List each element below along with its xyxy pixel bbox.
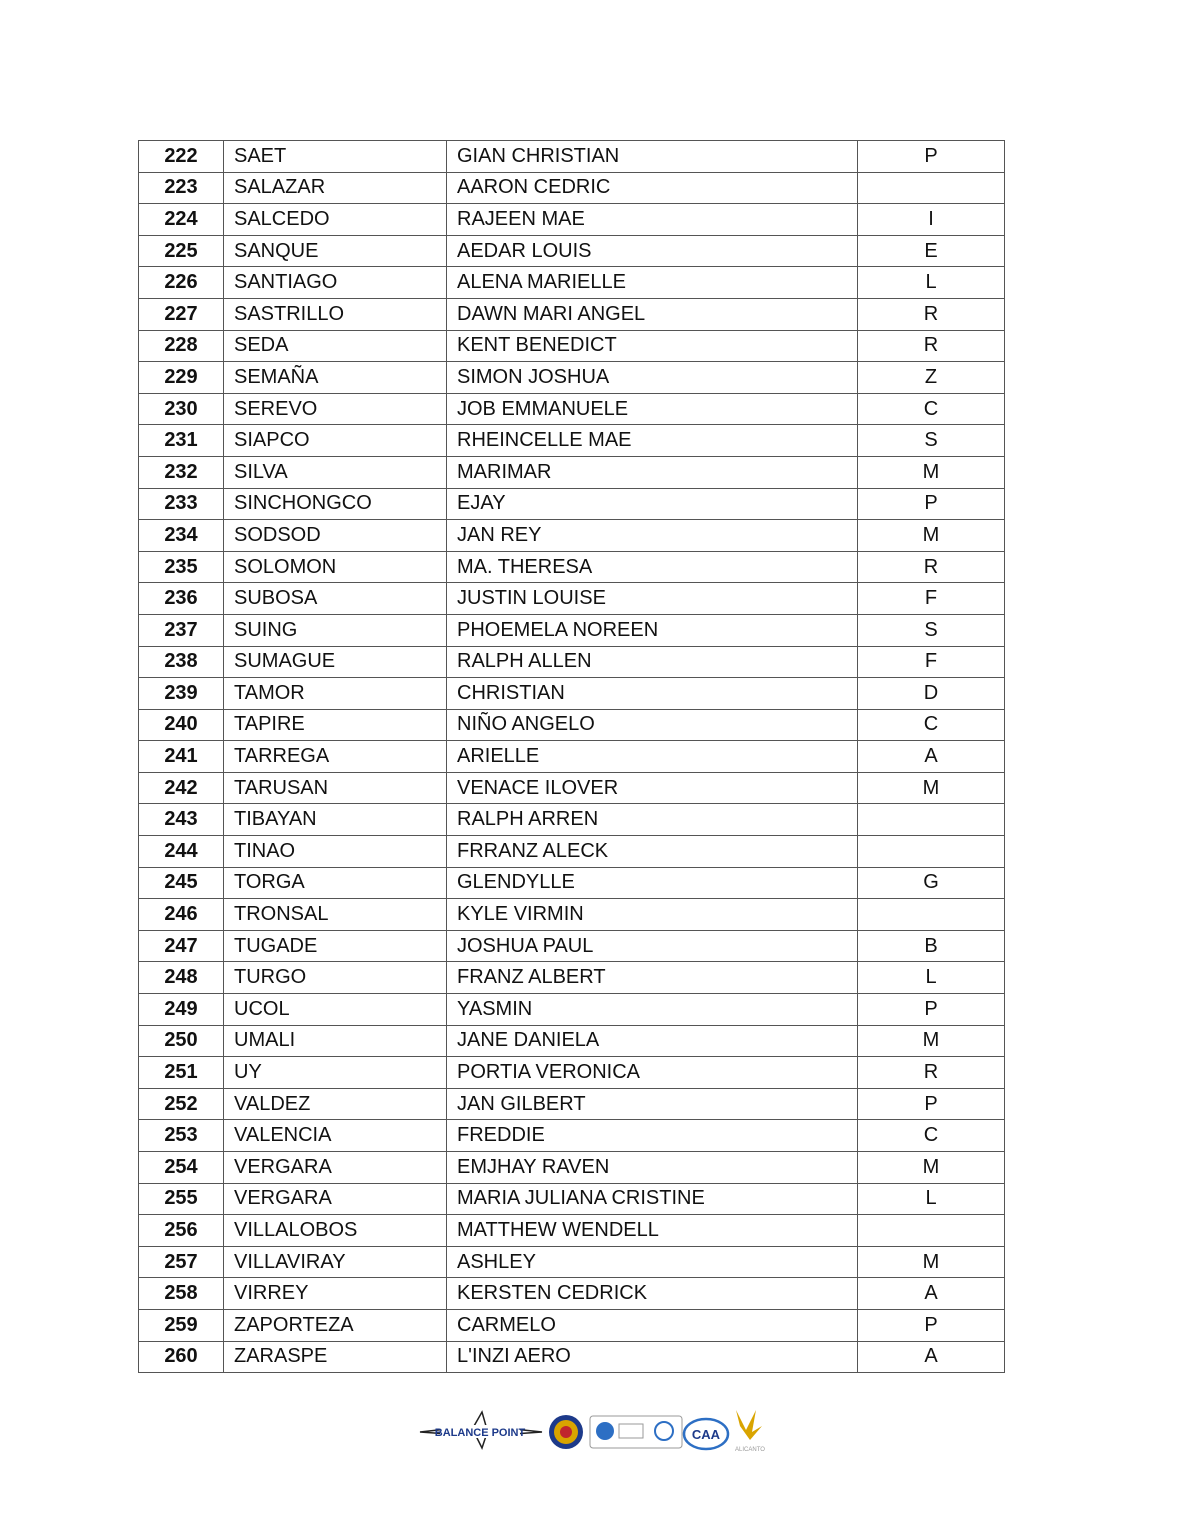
middle-initial-cell: A [858, 1341, 1005, 1373]
first-name-cell: ALENA MARIELLE [447, 267, 858, 299]
last-name-cell: TRONSAL [224, 899, 447, 931]
last-name-cell: VALDEZ [224, 1088, 447, 1120]
row-number-cell: 250 [139, 1025, 224, 1057]
table-row [139, 709, 1005, 741]
last-name-cell: TARREGA [224, 741, 447, 773]
middle-initial-cell: L [858, 267, 1005, 299]
middle-initial-cell: L [858, 962, 1005, 994]
last-name-cell: SIAPCO [224, 425, 447, 457]
middle-initial-cell: S [858, 425, 1005, 457]
middle-initial-cell: M [858, 456, 1005, 488]
middle-initial-cell: M [858, 1152, 1005, 1184]
table-row [139, 1309, 1005, 1341]
alicanto-text: ALICANTO [735, 1447, 765, 1453]
middle-initial-cell: P [858, 994, 1005, 1026]
middle-initial-cell: M [858, 1025, 1005, 1057]
table-row [139, 930, 1005, 962]
last-name-cell: SALAZAR [224, 172, 447, 204]
row-number-cell: 244 [139, 836, 224, 868]
row-number-cell: 228 [139, 330, 224, 362]
first-name-cell: EJAY [447, 488, 858, 520]
middle-initial-cell: F [858, 583, 1005, 615]
table-row [139, 298, 1005, 330]
middle-initial-cell: C [858, 1120, 1005, 1152]
first-name-cell: MARIMAR [447, 456, 858, 488]
middle-initial-cell: P [858, 1309, 1005, 1341]
first-name-cell: RAJEEN MAE [447, 204, 858, 236]
table-row [139, 804, 1005, 836]
row-number-cell: 239 [139, 678, 224, 710]
middle-initial-cell: F [858, 646, 1005, 678]
row-number-cell: 235 [139, 551, 224, 583]
last-name-cell: SEMAÑA [224, 362, 447, 394]
first-name-cell: KYLE VIRMIN [447, 899, 858, 931]
first-name-cell: NIÑO ANGELO [447, 709, 858, 741]
first-name-cell: PHOEMELA NOREEN [447, 614, 858, 646]
row-number-cell: 245 [139, 867, 224, 899]
table-row [139, 614, 1005, 646]
table-row [139, 551, 1005, 583]
middle-initial-cell: E [858, 235, 1005, 267]
last-name-cell: SANTIAGO [224, 267, 447, 299]
balance-point-logo [420, 1412, 542, 1448]
row-number-cell: 225 [139, 235, 224, 267]
last-name-cell: UY [224, 1057, 447, 1089]
last-name-cell: SILVA [224, 456, 447, 488]
row-number-cell: 248 [139, 962, 224, 994]
last-name-cell: TAPIRE [224, 709, 447, 741]
first-name-cell: RALPH ARREN [447, 804, 858, 836]
middle-initial-cell: B [858, 930, 1005, 962]
middle-initial-cell: A [858, 1278, 1005, 1310]
table-row [139, 204, 1005, 236]
table-row [139, 1278, 1005, 1310]
table-row [139, 646, 1005, 678]
middle-initial-cell: P [858, 141, 1005, 173]
row-number-cell: 249 [139, 994, 224, 1026]
last-name-cell: SODSOD [224, 520, 447, 552]
middle-initial-cell: C [858, 709, 1005, 741]
middle-initial-cell: C [858, 393, 1005, 425]
row-number-cell: 254 [139, 1152, 224, 1184]
first-name-cell: CHRISTIAN [447, 678, 858, 710]
table-row [139, 1025, 1005, 1057]
row-number-cell: 252 [139, 1088, 224, 1120]
middle-initial-cell [858, 899, 1005, 931]
middle-initial-cell: I [858, 204, 1005, 236]
last-name-cell: TIBAYAN [224, 804, 447, 836]
middle-initial-cell: R [858, 298, 1005, 330]
table-row [139, 1246, 1005, 1278]
table-row [139, 962, 1005, 994]
first-name-cell: AEDAR LOUIS [447, 235, 858, 267]
row-number-cell: 241 [139, 741, 224, 773]
last-name-cell: VILLAVIRAY [224, 1246, 447, 1278]
middle-initial-cell: R [858, 330, 1005, 362]
middle-initial-cell [858, 836, 1005, 868]
middle-initial-cell [858, 804, 1005, 836]
row-number-cell: 258 [139, 1278, 224, 1310]
table-row [139, 267, 1005, 299]
first-name-cell: L'INZI AERO [447, 1341, 858, 1373]
first-name-cell: JAN REY [447, 520, 858, 552]
table-row [139, 1152, 1005, 1184]
last-name-cell: SUING [224, 614, 447, 646]
middle-initial-cell: M [858, 520, 1005, 552]
last-name-cell: UMALI [224, 1025, 447, 1057]
middle-initial-cell [858, 1215, 1005, 1247]
first-name-cell: FRRANZ ALECK [447, 836, 858, 868]
last-name-cell: SUMAGUE [224, 646, 447, 678]
row-number-cell: 224 [139, 204, 224, 236]
last-name-cell: VILLALOBOS [224, 1215, 447, 1247]
last-name-cell: VERGARA [224, 1152, 447, 1184]
first-name-cell: KERSTEN CEDRICK [447, 1278, 858, 1310]
first-name-cell: CARMELO [447, 1309, 858, 1341]
row-number-cell: 222 [139, 141, 224, 173]
first-name-cell: JOB EMMANUELE [447, 393, 858, 425]
middle-initial-cell: M [858, 1246, 1005, 1278]
table-row [139, 1057, 1005, 1089]
table-row [139, 520, 1005, 552]
table-row [139, 1341, 1005, 1373]
middle-initial-cell: A [858, 741, 1005, 773]
middle-initial-cell: M [858, 772, 1005, 804]
table-row [139, 456, 1005, 488]
row-number-cell: 233 [139, 488, 224, 520]
row-number-cell: 226 [139, 267, 224, 299]
row-number-cell: 231 [139, 425, 224, 457]
middle-initial-cell: D [858, 678, 1005, 710]
first-name-cell: RALPH ALLEN [447, 646, 858, 678]
table-row [139, 583, 1005, 615]
row-number-cell: 247 [139, 930, 224, 962]
row-number-cell: 253 [139, 1120, 224, 1152]
first-name-cell: RHEINCELLE MAE [447, 425, 858, 457]
last-name-cell: TUGADE [224, 930, 447, 962]
first-name-cell: VENACE ILOVER [447, 772, 858, 804]
table-row [139, 235, 1005, 267]
row-number-cell: 234 [139, 520, 224, 552]
middle-initial-cell: R [858, 551, 1005, 583]
first-name-cell: MA. THERESA [447, 551, 858, 583]
first-name-cell: ASHLEY [447, 1246, 858, 1278]
middle-initial-cell: R [858, 1057, 1005, 1089]
row-number-cell: 242 [139, 772, 224, 804]
table-row [139, 678, 1005, 710]
last-name-cell: VERGARA [224, 1183, 447, 1215]
caa-logo [684, 1419, 728, 1449]
last-name-cell: SALCEDO [224, 204, 447, 236]
first-name-cell: FRANZ ALBERT [447, 962, 858, 994]
row-number-cell: 255 [139, 1183, 224, 1215]
last-name-cell: ZARASPE [224, 1341, 447, 1373]
table-row [139, 867, 1005, 899]
last-name-cell: TORGA [224, 867, 447, 899]
table-row [139, 172, 1005, 204]
first-name-cell: ARIELLE [447, 741, 858, 773]
row-number-cell: 229 [139, 362, 224, 394]
last-name-cell: TINAO [224, 836, 447, 868]
last-name-cell: SUBOSA [224, 583, 447, 615]
middle-initial-cell [858, 172, 1005, 204]
alicanto-logo [735, 1410, 765, 1453]
row-number-cell: 236 [139, 583, 224, 615]
row-number-cell: 257 [139, 1246, 224, 1278]
last-name-cell: SOLOMON [224, 551, 447, 583]
row-number-cell: 256 [139, 1215, 224, 1247]
table-row [139, 994, 1005, 1026]
last-name-cell: SEDA [224, 330, 447, 362]
middle-initial-cell: L [858, 1183, 1005, 1215]
middle-initial-cell: Z [858, 362, 1005, 394]
row-number-cell: 246 [139, 899, 224, 931]
row-number-cell: 232 [139, 456, 224, 488]
row-number-cell: 227 [139, 298, 224, 330]
middle-initial-cell: S [858, 614, 1005, 646]
row-number-cell: 243 [139, 804, 224, 836]
first-name-cell: JOSHUA PAUL [447, 930, 858, 962]
seal-logo [549, 1415, 583, 1449]
table-row [139, 741, 1005, 773]
roster-body [139, 141, 1005, 1373]
table-row [139, 1215, 1005, 1247]
first-name-cell: YASMIN [447, 994, 858, 1026]
first-name-cell: MARIA JULIANA CRISTINE [447, 1183, 858, 1215]
first-name-cell: GLENDYLLE [447, 867, 858, 899]
table-row [139, 772, 1005, 804]
roster-table [138, 140, 1005, 1373]
table-row [139, 362, 1005, 394]
first-name-cell: JAN GILBERT [447, 1088, 858, 1120]
last-name-cell: VIRREY [224, 1278, 447, 1310]
first-name-cell: KENT BENEDICT [447, 330, 858, 362]
balance-point-text: BALANCE POINT [434, 1427, 526, 1439]
last-name-cell: SASTRILLO [224, 298, 447, 330]
row-number-cell: 223 [139, 172, 224, 204]
last-name-cell: VALENCIA [224, 1120, 447, 1152]
row-number-cell: 238 [139, 646, 224, 678]
first-name-cell: JUSTIN LOUISE [447, 583, 858, 615]
last-name-cell: TURGO [224, 962, 447, 994]
last-name-cell: UCOL [224, 994, 447, 1026]
row-number-cell: 260 [139, 1341, 224, 1373]
first-name-cell: EMJHAY RAVEN [447, 1152, 858, 1184]
last-name-cell: SINCHONGCO [224, 488, 447, 520]
footer-logos [418, 1406, 770, 1454]
row-number-cell: 230 [139, 393, 224, 425]
table-row [139, 141, 1005, 173]
table-row [139, 488, 1005, 520]
certification-strip-logo [590, 1416, 682, 1448]
first-name-cell: PORTIA VERONICA [447, 1057, 858, 1089]
row-number-cell: 259 [139, 1309, 224, 1341]
table-row [139, 425, 1005, 457]
last-name-cell: SANQUE [224, 235, 447, 267]
first-name-cell: FREDDIE [447, 1120, 858, 1152]
last-name-cell: ZAPORTEZA [224, 1309, 447, 1341]
table-row [139, 899, 1005, 931]
table-row [139, 1088, 1005, 1120]
row-number-cell: 240 [139, 709, 224, 741]
last-name-cell: SAET [224, 141, 447, 173]
first-name-cell: JANE DANIELA [447, 1025, 858, 1057]
first-name-cell: DAWN MARI ANGEL [447, 298, 858, 330]
middle-initial-cell: P [858, 1088, 1005, 1120]
first-name-cell: GIAN CHRISTIAN [447, 141, 858, 173]
row-number-cell: 237 [139, 614, 224, 646]
middle-initial-cell: G [858, 867, 1005, 899]
table-row [139, 836, 1005, 868]
first-name-cell: AARON CEDRIC [447, 172, 858, 204]
last-name-cell: TARUSAN [224, 772, 447, 804]
first-name-cell: MATTHEW WENDELL [447, 1215, 858, 1247]
first-name-cell: SIMON JOSHUA [447, 362, 858, 394]
last-name-cell: TAMOR [224, 678, 447, 710]
table-row [139, 1183, 1005, 1215]
table-row [139, 1120, 1005, 1152]
caa-text: CAA [691, 1427, 721, 1442]
table-row [139, 393, 1005, 425]
last-name-cell: SEREVO [224, 393, 447, 425]
middle-initial-cell: P [858, 488, 1005, 520]
table-row [139, 330, 1005, 362]
row-number-cell: 251 [139, 1057, 224, 1089]
